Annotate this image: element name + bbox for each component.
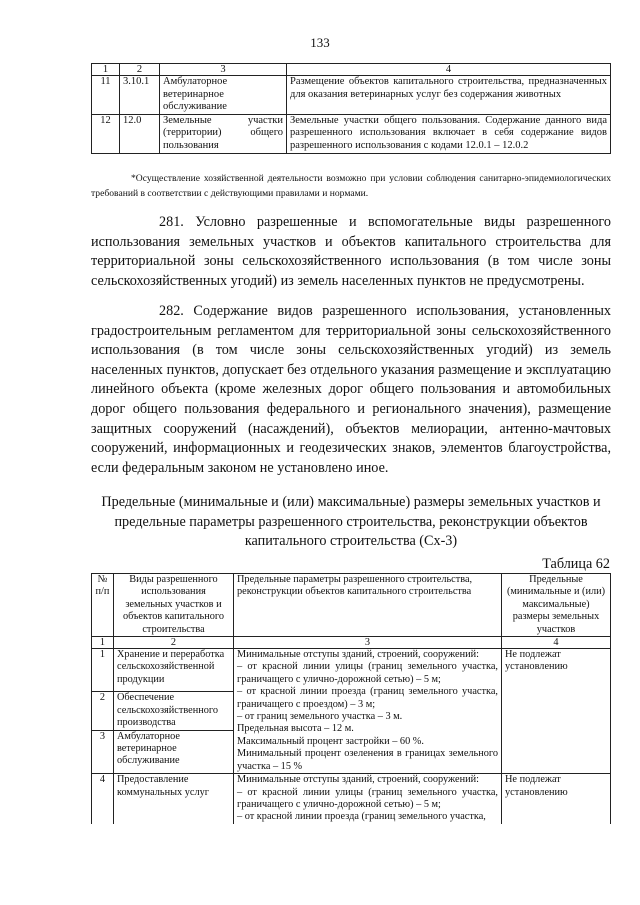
column-number: 1: [92, 637, 114, 649]
use-name: Обеспечение сельскохозяйственного производства: [114, 692, 234, 730]
section-heading: Предельные (минимальные и (или) максимальные) размеры земельных участков и предельные параметры разрешенного строительства, реконструкции объектов капитального строительства (Сх-3): [101, 494, 601, 550]
param-line: Максимальный процент застройки – 60 %.: [237, 735, 424, 747]
table-row: [92, 649, 611, 692]
table-label: Таблица 62: [542, 556, 610, 572]
use-description: Земельные участки общего пользования. Содержание данного вида разрешенного использования включает в себя содержание видов разрешенного использования с кодами 12.0.1 – 12.0.2: [287, 114, 611, 153]
table-62: [91, 573, 611, 824]
param-line: – от красной линии проезда (границ земельного участка,: [237, 811, 486, 823]
param-line: – от красной линии проезда (границ земельного участка, граничащего с проездом) – 3 м;: [237, 686, 498, 710]
parameters-cell: [234, 774, 502, 824]
param-line: – от красной линии улицы (границ земельного участка, граничащего с улично-дорожной сетью) – 5 м;: [237, 661, 498, 685]
header-cell: Предельные параметры разрешенного строительства, реконструкции объектов капитального строительства: [234, 574, 502, 637]
column-header-row: [92, 574, 611, 637]
use-name: Хранение и переработка сельскохозяйственной продукции: [114, 649, 234, 692]
row-number: 12: [92, 114, 120, 153]
paragraph-text: 281. Условно разрешенные и вспомогательные виды разрешенного использования земельных участков и объектов капитального строительства для территориальной зоны сельскохозяйственного использования (в том числе зоны сельскохозяйственных угодий) из земель населенных пунктов не предусмотрены.: [91, 214, 611, 289]
column-number: 4: [502, 637, 611, 649]
paragraph-282: [91, 302, 611, 478]
header-cell: 2: [120, 64, 160, 76]
param-line: Минимальный процент озеленения в границах земельного участка – 15 %: [237, 748, 498, 772]
row-number: 4: [92, 774, 114, 824]
land-use-table-continued: [91, 63, 611, 154]
paragraph-text: 282. Содержание видов разрешенного использования, установленных градостроительным регламентом для территориальной зоны сельскохозяйственного использования (в том числе зоны сельскохозяйственных угодий) из земель населенных пунктов, допускает без отдельного указания размещение и эксплуатацию линейного объекта (кроме железных дорог общего пользования и автомобильных дорог общего пользования федерального и регионального значения), размещение защитных сооружений (насаждений), объектов мелиорации, антенно-мачтовых сооружений, информационных и геодезических знаков, элементов благоустройства, если федеральным законом не установлено иное.: [91, 303, 611, 476]
header-cell: Виды разрешенного использования земельных участков и объектов капитального строительства: [114, 574, 234, 637]
use-name: Предоставление коммунальных услуг: [114, 774, 234, 824]
use-description: Размещение объектов капитального строительства, предназначенных для оказания ветеринарных услуг без содержания животных: [287, 76, 611, 115]
row-number: 11: [92, 76, 120, 115]
table-header-row: [92, 64, 611, 76]
table-row: [92, 774, 611, 824]
size-cell: Не подлежат установлению: [502, 649, 611, 774]
column-number: 3: [234, 637, 502, 649]
header-cell: 4: [287, 64, 611, 76]
use-code: 12.0: [120, 114, 160, 153]
paragraph-281: [91, 213, 611, 291]
parameters-cell: [234, 649, 502, 774]
param-line: Предельная высота – 12 м.: [237, 723, 354, 735]
header-cell: Предельные (минимальные и (или) максимальные) размеры земельных участков: [502, 574, 611, 637]
param-line: Минимальные отступы зданий, строений, сооружений:: [237, 649, 479, 661]
param-line: – от красной линии улицы (границ земельного участка, граничащего с улично-дорожной сетью) – 5 м;: [237, 786, 498, 810]
use-name: Амбулаторное ветеринарное обслуживание: [160, 76, 287, 115]
row-number: 1: [92, 649, 114, 692]
page-number: 133: [310, 35, 330, 50]
header-cell: 1: [92, 64, 120, 76]
row-number: 3: [92, 730, 114, 773]
param-line: – от границ земельного участка – 3 м.: [237, 711, 403, 723]
param-line: Минимальные отступы зданий, строений, сооружений:: [237, 774, 479, 786]
header-cell: 3: [160, 64, 287, 76]
footnote: *Осуществление хозяйственной деятельности возможно при условии соблюдения санитарно-эпидемиологических требований в соответствии с действующими правилами и нормами.: [91, 173, 611, 199]
row-number: 2: [92, 692, 114, 730]
use-code: 3.10.1: [120, 76, 160, 115]
size-cell: Не подлежат установлению: [502, 774, 611, 824]
header-cell: № п/п: [92, 574, 114, 637]
use-name: Земельные участки (территории) общего пользования: [160, 114, 287, 153]
table-row: [92, 76, 611, 115]
column-number-row: [92, 637, 611, 649]
column-number: 2: [114, 637, 234, 649]
use-name: Амбулаторное ветеринарное обслуживание: [114, 730, 234, 773]
table-row: [92, 114, 611, 153]
